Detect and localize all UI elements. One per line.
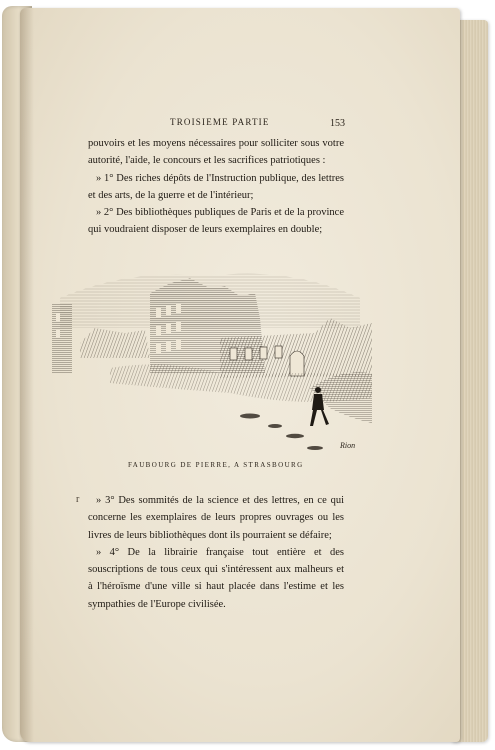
paragraph: » 4° De la librairie française tout entière et des souscriptions de tous ceux qui s'intéressent aux malheurs et à l'héroïsme d'une ville si haut placée dans l'estime et les sympathies de l'Europe civilisée. bbox=[88, 546, 344, 610]
text-block-top bbox=[88, 135, 344, 239]
running-head: TROISIEME PARTIE bbox=[170, 117, 270, 127]
paragraph: » 2° Des bibliothèques publiques de Paris et de la province qui voudraient disposer de leurs exemplaires en double; bbox=[88, 207, 344, 236]
engraving-ruined-street-illustration bbox=[50, 258, 375, 458]
svg-text:Rion: Rion bbox=[340, 441, 356, 450]
illustration-caption: FAUBOURG DE PIERRE, A STRASBOURG bbox=[128, 461, 304, 469]
paragraph: pouvoirs et les moyens nécessaires pour solliciter sous votre autorité, l'aide, le concours et les sacrifices patriotiques : bbox=[88, 138, 344, 167]
paragraph: » 1° Des riches dépôts de l'Instruction publique, des lettres et des arts, de la guerre et de l'intérieur; bbox=[88, 172, 344, 201]
paragraph: » 3° Des sommités de la science et des lettres, en ce qui concerne les exemplaires de leurs propres ouvrages ou les livres de leurs bibliothèques dont ils pourraient se défaire; bbox=[88, 495, 344, 541]
margin-mark: r bbox=[76, 494, 80, 505]
gutter-shadow bbox=[20, 8, 34, 742]
page-number: 153 bbox=[330, 118, 345, 129]
text-block-bottom bbox=[88, 492, 344, 613]
